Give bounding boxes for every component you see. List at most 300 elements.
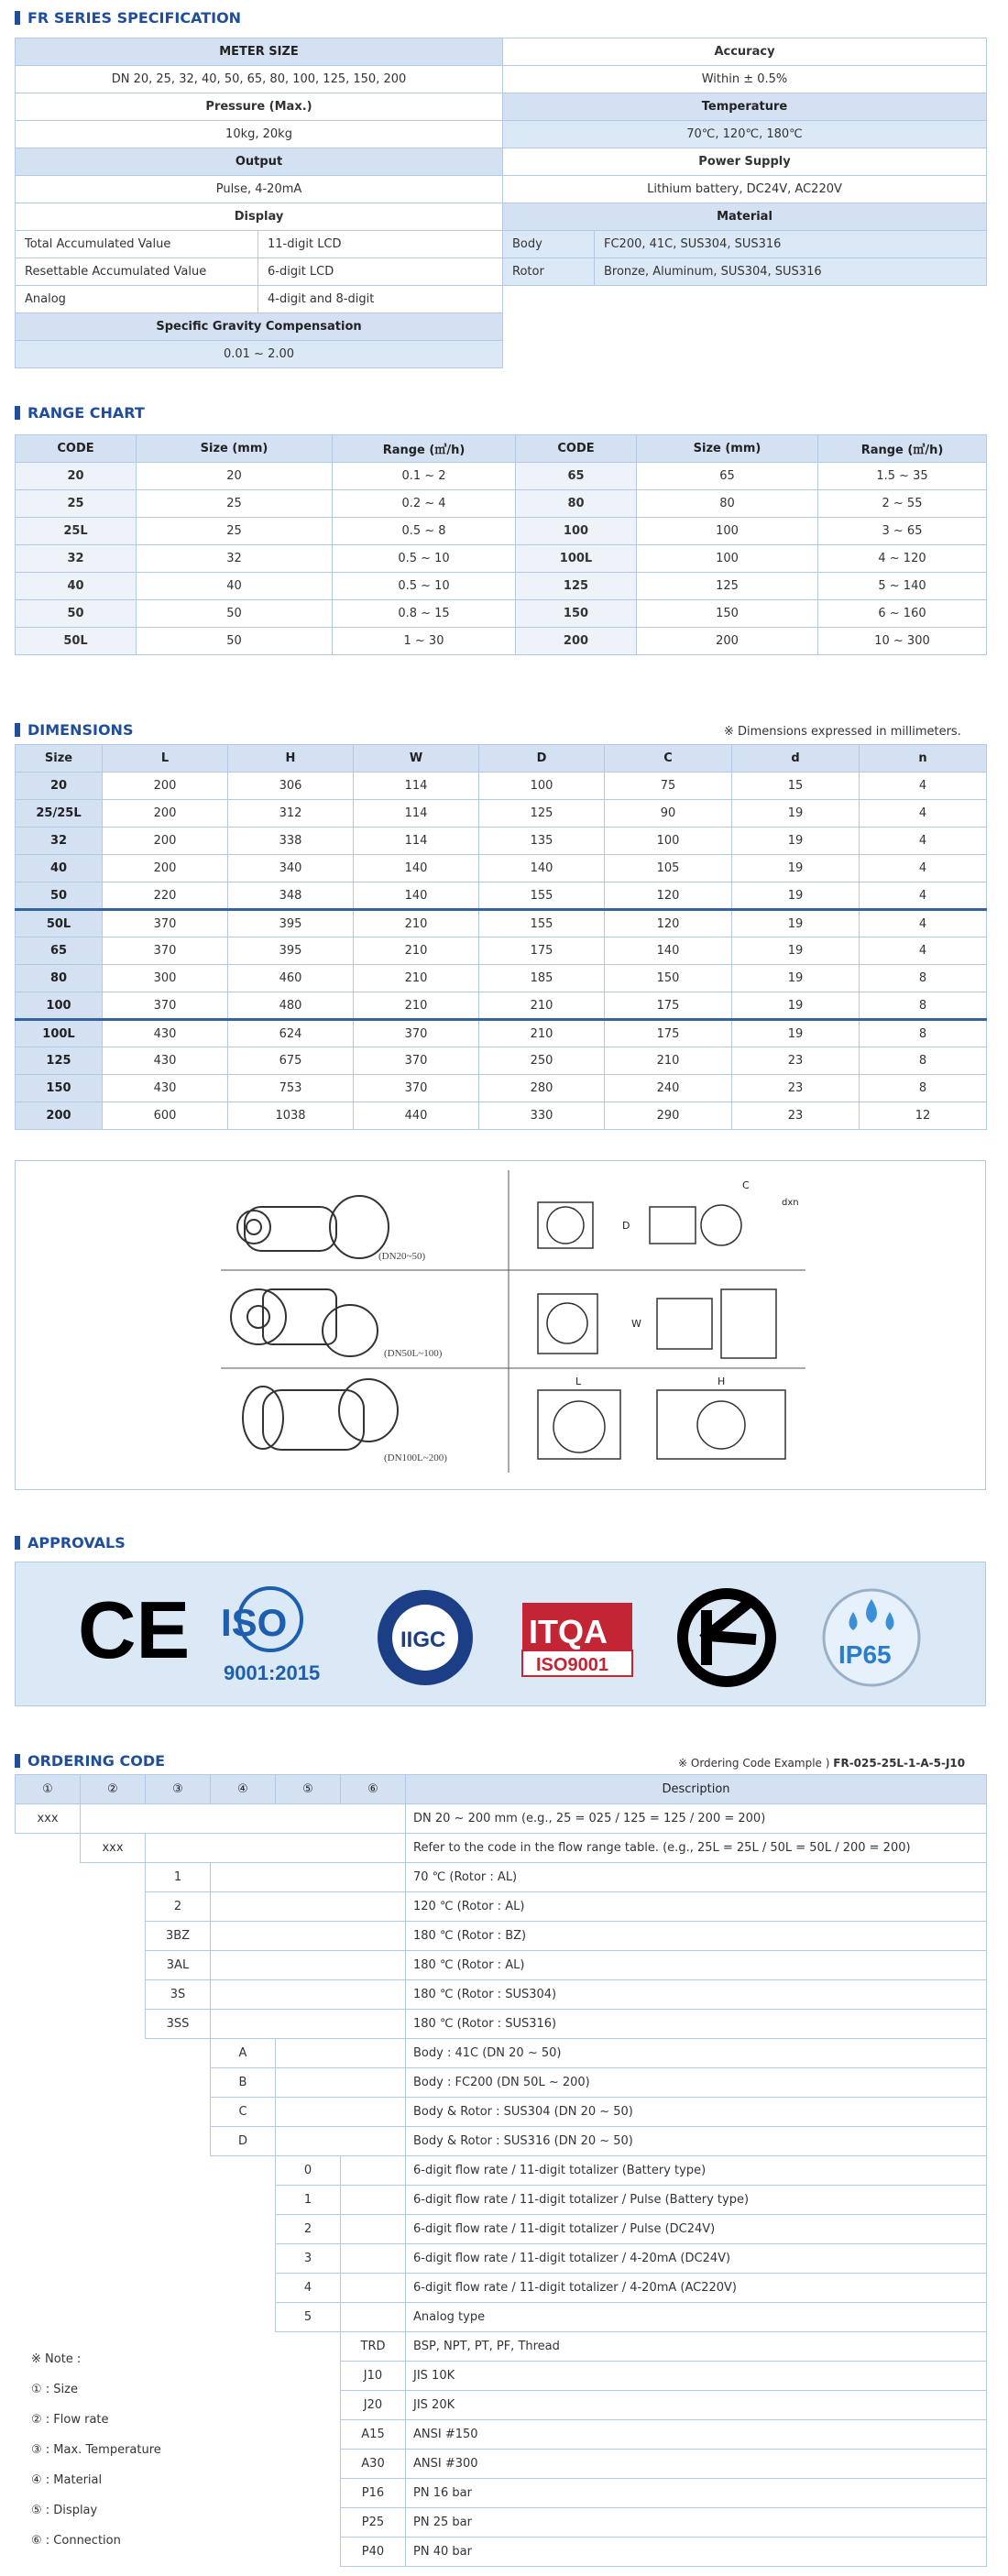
dimensions-cell: 210 (354, 937, 479, 965)
range-code: 20 (16, 463, 137, 490)
dimensions-cell: 370 (354, 1075, 479, 1102)
ordering-empty (81, 1922, 146, 1951)
range-row (16, 490, 987, 518)
ordering-col-header: ② (81, 1775, 146, 1804)
material-value: Bronze, Aluminum, SUS304, SUS316 (595, 258, 987, 286)
display-label: Resettable Accumulated Value (16, 258, 258, 286)
ordering-code: A30 (341, 2450, 406, 2479)
dimensions-cell: 210 (354, 992, 479, 1020)
dimensions-size: 150 (16, 1075, 103, 1102)
range-code: 25L (16, 518, 137, 545)
ordering-empty (211, 2186, 276, 2215)
spec-title: FR SERIES SPECIFICATION (15, 9, 241, 27)
ordering-empty (276, 1892, 341, 1922)
ordering-empty (81, 1980, 146, 2010)
dimensions-cell: 19 (732, 992, 860, 1020)
dimensions-size: 80 (16, 965, 103, 992)
ordering-empty (211, 2332, 276, 2362)
temperature-header: Temperature (503, 93, 987, 121)
ordering-desc: 180 ℃ (Rotor : BZ) (406, 1922, 987, 1951)
ordering-desc: Refer to the code in the flow range table. (e.g., 25L = 25L / 50L = 50L / 200 = 200) (406, 1834, 987, 1863)
ordering-empty (16, 2127, 81, 2156)
ordering-code: P16 (341, 2479, 406, 2508)
ordering-row (16, 2039, 987, 2068)
dimensions-cell: 330 (479, 1102, 605, 1130)
ordering-row (16, 1834, 987, 1863)
ordering-row (16, 1922, 987, 1951)
svg-text:CE: CE (78, 1584, 191, 1675)
range-cell: 20 (137, 463, 333, 490)
dimensions-cell: 753 (228, 1075, 354, 1102)
dimensions-cell: 348 (228, 882, 354, 910)
ordering-empty (276, 2362, 341, 2391)
spec-table-left (15, 38, 503, 368)
range-cell: 2 ~ 55 (818, 490, 987, 518)
dimensions-cell: 19 (732, 965, 860, 992)
display-label: Total Accumulated Value (16, 231, 258, 258)
ordering-empty (276, 2127, 341, 2156)
range-code: 25 (16, 490, 137, 518)
dimensions-row (16, 773, 987, 800)
ordering-code: P40 (341, 2538, 406, 2567)
range-cell: 65 (637, 463, 818, 490)
dimensions-col-header: Size (16, 745, 103, 773)
ordering-desc: 6-digit flow rate / 11-digit totalizer / Pulse (DC24V) (406, 2215, 987, 2244)
range-code: 50 (16, 600, 137, 628)
dimensions-cell: 19 (732, 910, 860, 937)
dimensions-cell: 300 (103, 965, 228, 992)
dimensions-cell: 370 (103, 992, 228, 1020)
ordering-row (16, 2098, 987, 2127)
dimensions-cell: 8 (860, 992, 987, 1020)
ordering-empty (341, 2098, 406, 2127)
dimensions-cell: 395 (228, 910, 354, 937)
dimensions-cell: 370 (103, 937, 228, 965)
range-cell: 0.2 ~ 4 (333, 490, 516, 518)
dimensions-cell: 200 (103, 800, 228, 828)
ordering-row (16, 2303, 987, 2332)
dimensions-cell: 19 (732, 828, 860, 855)
ordering-note: ⑥ : Connection (31, 2534, 121, 2548)
ordering-empty (341, 2215, 406, 2244)
range-cell: 40 (137, 573, 333, 600)
ordering-empty (276, 2479, 341, 2508)
meter-size-header: METER SIZE (16, 38, 503, 66)
ordering-row (16, 2156, 987, 2186)
ordering-empty (211, 2450, 276, 2479)
dimensions-cell: 1038 (228, 1102, 354, 1130)
ordering-empty (276, 1922, 341, 1951)
ordering-empty (81, 2274, 146, 2303)
dimensions-cell: 430 (103, 1047, 228, 1075)
iso-logo (221, 1588, 320, 1684)
range-title: RANGE CHART (15, 404, 145, 422)
ordering-empty (16, 1892, 81, 1922)
spec-table-right (502, 38, 987, 286)
dimensions-cell: 430 (103, 1075, 228, 1102)
dimensions-col-header: D (479, 745, 605, 773)
dimensions-size: 25/25L (16, 800, 103, 828)
dimensions-cell: 15 (732, 773, 860, 800)
ordering-row (16, 1951, 987, 1980)
ordering-empty (341, 1922, 406, 1951)
ordering-empty (211, 2303, 276, 2332)
ordering-empty (341, 1951, 406, 1980)
dimensions-cell: 8 (860, 1020, 987, 1047)
dimensions-cell: 100 (605, 828, 732, 855)
ordering-empty (16, 1922, 81, 1951)
range-code: 80 (516, 490, 637, 518)
ordering-empty (146, 2068, 211, 2098)
ordering-code: 2 (276, 2215, 341, 2244)
ordering-empty (276, 2420, 341, 2450)
range-col-header: Size (mm) (637, 435, 818, 463)
dimensions-cell: 19 (732, 937, 860, 965)
range-cell: 6 ~ 160 (818, 600, 987, 628)
ordering-empty (81, 2039, 146, 2068)
range-col-header: CODE (16, 435, 137, 463)
ordering-empty (276, 2508, 341, 2538)
range-cell: 100 (637, 545, 818, 573)
ordering-note: ⑤ : Display (31, 2504, 98, 2517)
meter-size-value: DN 20, 25, 32, 40, 50, 65, 80, 100, 125, 150, 200 (16, 66, 503, 93)
ordering-empty (146, 2274, 211, 2303)
dimensions-table (15, 744, 987, 1130)
ordering-empty (211, 2479, 276, 2508)
dimensions-cell: 100 (479, 773, 605, 800)
ordering-code: 3S (146, 1980, 211, 2010)
dimensions-cell: 19 (732, 800, 860, 828)
ordering-desc: DN 20 ~ 200 mm (e.g., 25 = 025 / 125 = 125 / 200 = 200) (406, 1804, 987, 1834)
dimensions-cell: 430 (103, 1020, 228, 1047)
ordering-desc: 180 ℃ (Rotor : SUS316) (406, 2010, 987, 2039)
ordering-note: ④ : Material (31, 2473, 103, 2487)
range-cell: 5 ~ 140 (818, 573, 987, 600)
dimensions-row (16, 1102, 987, 1130)
range-cell: 0.5 ~ 10 (333, 573, 516, 600)
dimensions-size: 50L (16, 910, 103, 937)
range-row (16, 628, 987, 655)
ordering-empty (276, 2068, 341, 2098)
range-cell: 50 (137, 600, 333, 628)
ordering-empty (276, 1834, 341, 1863)
ordering-empty (276, 2098, 341, 2127)
ordering-desc: 6-digit flow rate / 11-digit totalizer (Battery type) (406, 2156, 987, 2186)
ordering-empty (81, 1892, 146, 1922)
range-cell: 100 (637, 518, 818, 545)
dimensions-cell: 150 (605, 965, 732, 992)
ordering-empty (341, 2010, 406, 2039)
dimensions-cell: 8 (860, 1075, 987, 1102)
ordering-empty (341, 2186, 406, 2215)
ordering-row (16, 1804, 987, 1834)
pressure-header: Pressure (Max.) (16, 93, 503, 121)
dimensions-size: 65 (16, 937, 103, 965)
dimensions-size: 200 (16, 1102, 103, 1130)
ordering-empty (211, 1804, 276, 1834)
ordering-empty (211, 1922, 276, 1951)
dimensions-cell: 4 (860, 773, 987, 800)
approvals-panel (15, 1562, 986, 1706)
dimensions-cell: 105 (605, 855, 732, 882)
ordering-empty (341, 2274, 406, 2303)
ordering-empty (146, 1834, 211, 1863)
ordering-code: D (211, 2127, 276, 2156)
dimensions-cell: 114 (354, 828, 479, 855)
dimensions-cell: 338 (228, 828, 354, 855)
ordering-code: 3AL (146, 1951, 211, 1980)
ordering-empty (16, 1834, 81, 1863)
ordering-desc: ANSI #300 (406, 2450, 987, 2479)
dimensions-cell: 140 (605, 937, 732, 965)
ordering-desc: Body : FC200 (DN 50L ~ 200) (406, 2068, 987, 2098)
dimensions-row (16, 910, 987, 937)
range-row (16, 600, 987, 628)
range-cell: 0.8 ~ 15 (333, 600, 516, 628)
dimensions-cell: 210 (479, 1020, 605, 1047)
dimensions-cell: 4 (860, 828, 987, 855)
output-header: Output (16, 148, 503, 176)
display-value: 4-digit and 8-digit (258, 286, 503, 313)
ordering-code: J10 (341, 2362, 406, 2391)
meter-drawing-medium (231, 1289, 378, 1356)
dimensions-cell: 624 (228, 1020, 354, 1047)
range-code: 100L (516, 545, 637, 573)
dimensions-row (16, 1075, 987, 1102)
dimensions-cell: 600 (103, 1102, 228, 1130)
range-cell: 0.5 ~ 8 (333, 518, 516, 545)
dimensions-size: 100 (16, 992, 103, 1020)
dimensions-cell: 23 (732, 1102, 860, 1130)
ordering-empty (211, 2010, 276, 2039)
dimensions-size: 100L (16, 1020, 103, 1047)
ordering-row (16, 1892, 987, 1922)
ordering-desc-header: Description (406, 1775, 987, 1804)
display-label: Analog (16, 286, 258, 313)
dimensions-cell: 175 (605, 992, 732, 1020)
ordering-empty (211, 2156, 276, 2186)
ordering-empty (341, 1863, 406, 1892)
material-label: Rotor (503, 258, 595, 286)
sg-header: Specific Gravity Compensation (16, 313, 503, 341)
ordering-desc: BSP, NPT, PT, PF, Thread (406, 2332, 987, 2362)
ordering-desc: 70 ℃ (Rotor : AL) (406, 1863, 987, 1892)
ordering-empty (211, 2508, 276, 2538)
ordering-code: 5 (276, 2303, 341, 2332)
dimensions-row (16, 1047, 987, 1075)
ordering-empty (146, 2127, 211, 2156)
dimensions-cell: 312 (228, 800, 354, 828)
fig-label-dn20: (DN20~50) (378, 1251, 426, 1262)
range-col-header: CODE (516, 435, 637, 463)
range-cell: 200 (637, 628, 818, 655)
range-row (16, 545, 987, 573)
dimensions-size: 125 (16, 1047, 103, 1075)
dim-letter-dxn: dxn (782, 1198, 799, 1208)
ordering-row (16, 2186, 987, 2215)
dim-letter-l: L (575, 1376, 582, 1387)
display-header: Display (16, 203, 503, 231)
ordering-empty (146, 2039, 211, 2068)
ordering-empty (16, 2039, 81, 2068)
range-header-row (16, 435, 987, 463)
dimensions-cell: 210 (479, 992, 605, 1020)
range-row (16, 573, 987, 600)
dimensions-cell: 19 (732, 1020, 860, 1047)
ordering-empty (341, 2156, 406, 2186)
dimensions-cell: 440 (354, 1102, 479, 1130)
range-code: 50L (16, 628, 137, 655)
range-cell: 4 ~ 120 (818, 545, 987, 573)
ordering-code: A15 (341, 2420, 406, 2450)
ordering-empty (16, 2068, 81, 2098)
ordering-empty (276, 1863, 341, 1892)
ordering-code: 2 (146, 1892, 211, 1922)
display-value: 6-digit LCD (258, 258, 503, 286)
ordering-empty (16, 1863, 81, 1892)
range-cell: 0.1 ~ 2 (333, 463, 516, 490)
range-code: 32 (16, 545, 137, 573)
dimensions-cell: 200 (103, 828, 228, 855)
ordering-code: J20 (341, 2391, 406, 2420)
ordering-empty (16, 2244, 81, 2274)
dimensions-cell: 8 (860, 1047, 987, 1075)
dimensions-cell: 210 (354, 965, 479, 992)
ordering-empty (16, 1980, 81, 2010)
material-label: Body (503, 231, 595, 258)
ordering-desc: Body & Rotor : SUS316 (DN 20 ~ 50) (406, 2127, 987, 2156)
power-header: Power Supply (503, 148, 987, 176)
dimensions-cell: 140 (479, 855, 605, 882)
dimensions-cell: 23 (732, 1075, 860, 1102)
ordering-empty (16, 1951, 81, 1980)
ordering-empty (81, 2215, 146, 2244)
dimensions-cell: 140 (354, 882, 479, 910)
ordering-empty (211, 1863, 276, 1892)
dimensions-cell: 306 (228, 773, 354, 800)
ordering-empty (81, 1863, 146, 1892)
ordering-desc: 180 ℃ (Rotor : AL) (406, 1951, 987, 1980)
dimensions-cell: 480 (228, 992, 354, 1020)
dimensions-cell: 290 (605, 1102, 732, 1130)
ordering-empty (81, 1951, 146, 1980)
ordering-empty (146, 2156, 211, 2186)
ordering-empty (276, 2010, 341, 2039)
dimensions-size: 40 (16, 855, 103, 882)
pressure-value: 10kg, 20kg (16, 121, 503, 148)
ordering-empty (341, 1980, 406, 2010)
ordering-empty (211, 1951, 276, 1980)
dim-letter-d: D (622, 1220, 630, 1232)
dimensions-size: 50 (16, 882, 103, 910)
ordering-code: 3 (276, 2244, 341, 2274)
ordering-empty (341, 2303, 406, 2332)
dimensions-cell: 4 (860, 910, 987, 937)
dimensions-row (16, 992, 987, 1020)
dimensions-cell: 4 (860, 800, 987, 828)
svg-text:IIGC: IIGC (400, 1628, 446, 1652)
ordering-empty (146, 2186, 211, 2215)
dimensions-col-header: d (732, 745, 860, 773)
dimensions-cell: 4 (860, 937, 987, 965)
accuracy-header: Accuracy (503, 38, 987, 66)
ordering-code: xxx (81, 1834, 146, 1863)
range-code: 125 (516, 573, 637, 600)
ordering-empty (81, 2303, 146, 2332)
dimensions-cell: 175 (479, 937, 605, 965)
dimensions-row (16, 1020, 987, 1047)
ordering-empty (81, 2010, 146, 2039)
output-value: Pulse, 4-20mA (16, 176, 503, 203)
svg-text:ISO9001: ISO9001 (536, 1655, 608, 1675)
dimensions-cell: 140 (354, 855, 479, 882)
ordering-col-header: ① (16, 1775, 81, 1804)
ordering-code: 3BZ (146, 1922, 211, 1951)
range-cell: 32 (137, 545, 333, 573)
ordering-empty (341, 1804, 406, 1834)
ordering-empty (276, 1804, 341, 1834)
dimensions-cell: 8 (860, 965, 987, 992)
ordering-row (16, 2010, 987, 2039)
range-code: 100 (516, 518, 637, 545)
dimensions-cell: 4 (860, 882, 987, 910)
ordering-row (16, 2127, 987, 2156)
ordering-empty (341, 1892, 406, 1922)
dimensions-size: 32 (16, 828, 103, 855)
ordering-row (16, 1863, 987, 1892)
dimensions-cell: 370 (354, 1047, 479, 1075)
ordering-row (16, 2215, 987, 2244)
dimensions-cell: 135 (479, 828, 605, 855)
ordering-empty (211, 1980, 276, 2010)
ordering-desc: Body & Rotor : SUS304 (DN 20 ~ 50) (406, 2098, 987, 2127)
ordering-empty (16, 2215, 81, 2244)
ordering-empty (341, 2127, 406, 2156)
ordering-empty (341, 1834, 406, 1863)
ordering-col-header: ⑥ (341, 1775, 406, 1804)
accuracy-value: Within ± 0.5% (503, 66, 987, 93)
section-drawings (538, 1202, 785, 1459)
iigc-logo (378, 1590, 473, 1685)
dimensions-cell: 114 (354, 800, 479, 828)
display-value: 11-digit LCD (258, 231, 503, 258)
range-row (16, 463, 987, 490)
range-cell: 1 ~ 30 (333, 628, 516, 655)
svg-text:IP65: IP65 (838, 1640, 892, 1669)
ordering-code: A (211, 2039, 276, 2068)
range-col-header: Range (㎥/h) (818, 435, 987, 463)
range-cell: 50 (137, 628, 333, 655)
range-col-header: Range (㎥/h) (333, 435, 516, 463)
ordering-empty (81, 2127, 146, 2156)
ordering-note: ① : Size (31, 2383, 78, 2396)
ordering-code: 1 (146, 1863, 211, 1892)
ordering-note: ② : Flow rate (31, 2413, 109, 2427)
ordering-desc: PN 16 bar (406, 2479, 987, 2508)
range-cell: 1.5 ~ 35 (818, 463, 987, 490)
ordering-empty (211, 2420, 276, 2450)
ordering-empty (16, 2098, 81, 2127)
dim-letter-h: H (718, 1376, 726, 1387)
dimensions-cell: 125 (479, 800, 605, 828)
dimensions-figure (15, 1160, 986, 1490)
ordering-empty (146, 2215, 211, 2244)
range-cell: 125 (637, 573, 818, 600)
sg-value: 0.01 ~ 2.00 (16, 341, 503, 368)
ordering-note: ③ : Max. Temperature (31, 2443, 161, 2457)
ordering-empty (146, 2303, 211, 2332)
dimensions-cell: 340 (228, 855, 354, 882)
